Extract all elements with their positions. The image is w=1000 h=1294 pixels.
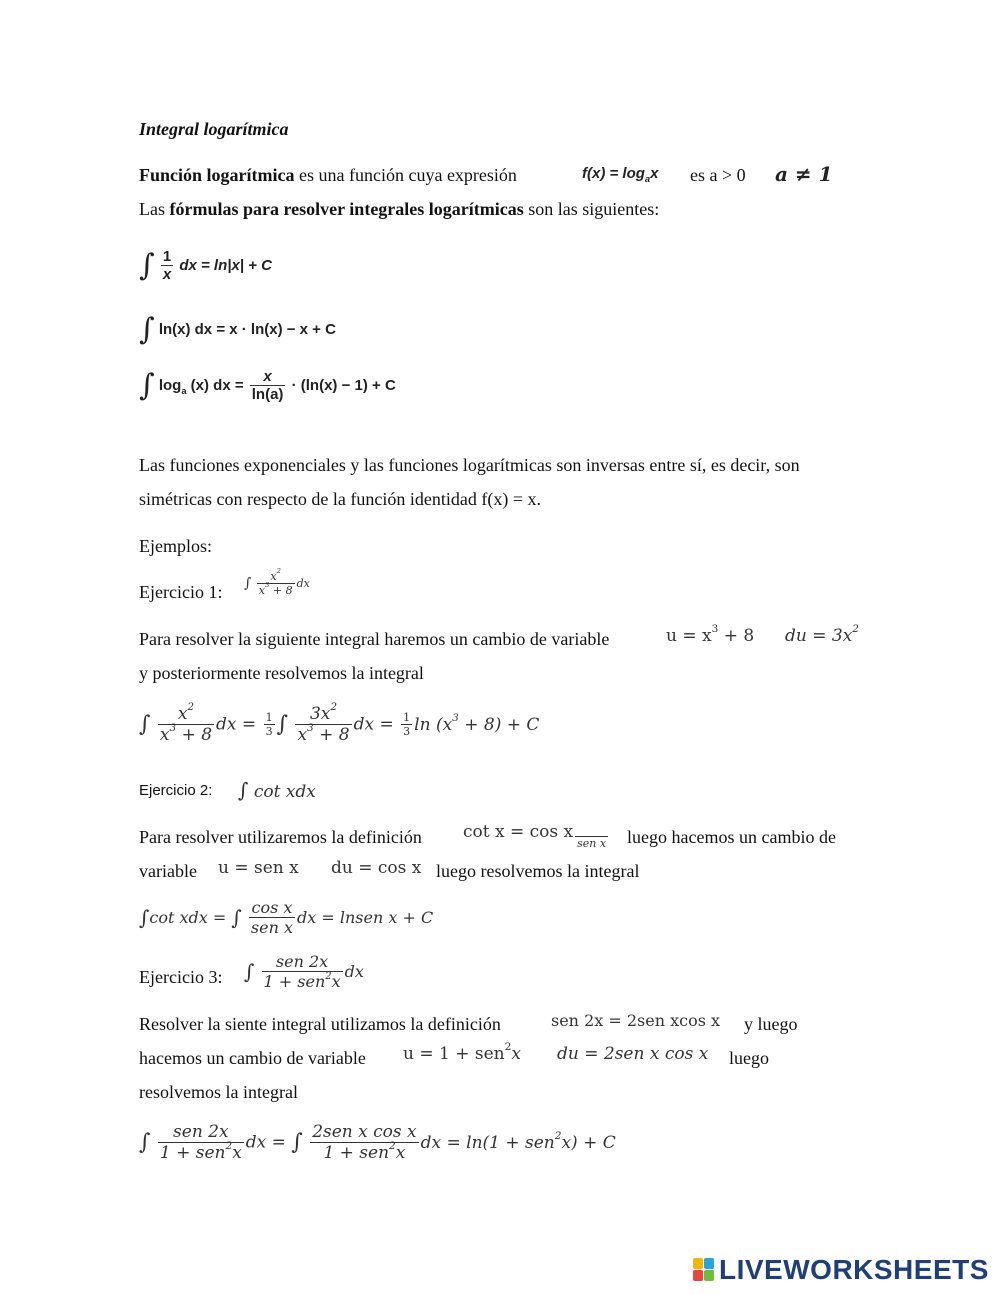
fraction-denominator: $x^3 + 8$ — [258, 581, 293, 597]
result: $\ln (x^3 + 8) + C$ — [414, 711, 540, 735]
exercise-3-text-1: Resolver la siente integral utilizamos la definición — [139, 1014, 501, 1034]
integral-sign: ∫ — [139, 905, 150, 930]
formula-text: f(x) = log — [582, 165, 645, 182]
exercise-1-text-2: y posteriormente resolvemos la integral — [139, 663, 424, 683]
dx: dx — [296, 577, 310, 590]
exercise-3-text-5: resolvemos la integral — [139, 1082, 298, 1102]
fraction: $\frac{\text{sen 2x}}{1 + sen^2x}$ — [263, 952, 341, 991]
fraction-numerator: x — [263, 368, 272, 385]
exercise-3-text-3: hacemos un cambio de variable — [139, 1048, 366, 1068]
integral-sign: ∫ — [244, 959, 255, 984]
integral-sign: ∫ — [238, 778, 249, 802]
integral-sign: ∫ — [139, 312, 155, 347]
exercise-1-text-1: Para resolver la siguiente integral haremos un cambio de variable — [139, 629, 610, 649]
intro-text: es una función cuya expresión — [294, 165, 517, 185]
exercise-3-text-2: y luego — [744, 1014, 798, 1034]
exercise-3-label: Ejercicio 3: — [139, 967, 223, 987]
double-angle-definition: sen 2x = 2sen xcos x — [551, 1011, 721, 1030]
condition-a-not-one: a ≠ 1 — [775, 162, 833, 186]
one-third: $\frac{1}{3}$ — [265, 711, 273, 738]
formula-1 — [139, 248, 272, 283]
integral-sign: ∫ — [231, 905, 242, 930]
formula-3-rest: · (ln(x) − 1) + C — [291, 377, 396, 394]
liveworksheets-logo[interactable] — [693, 1254, 989, 1286]
formulas-intro-pre: Las — [139, 199, 170, 219]
substitution-u: u = sen x — [218, 858, 299, 878]
integral-sign: ∫ — [139, 712, 151, 737]
formula-2 — [139, 312, 336, 347]
intro-bold: Función logarítmica — [139, 165, 295, 185]
exercise-2-text-2: luego hacemos un cambio de — [627, 827, 836, 847]
fraction-numerator: 1 — [162, 248, 172, 265]
integral-sign: ∫ — [244, 575, 252, 592]
intro-line — [139, 164, 517, 186]
fraction-denominator: ln(a) — [251, 386, 284, 403]
fraction: $\frac{\text{2sen x cos x}}{1 + sen^2x}$ — [312, 1122, 417, 1163]
formula-var: x — [650, 165, 659, 182]
formulas-intro-bold: fórmulas para resolver integrales logarítmicas — [169, 199, 524, 219]
exercise-1-solution — [139, 701, 540, 745]
logo-text: LIVEWORKSHEETS — [719, 1254, 989, 1285]
formula-1-rest: dx = ln|x| + C — [179, 257, 272, 274]
fraction — [257, 567, 295, 597]
formula-3-arg: (x) dx = — [190, 377, 244, 394]
exercise-2-text-1: Para resolver utilizaremos la definición — [139, 827, 422, 847]
exercise-2-text-3: variable — [139, 861, 197, 881]
exercise-2-solution: ∫cot xdx = ∫ $\frac{\text{cos x}}{\text{sen x}}$ dx = lnsen x + C — [139, 898, 434, 937]
exercise-2-integral: ∫ cot xdx — [238, 778, 316, 802]
exercise-3-solution: ∫ $\frac{\text{sen 2x}}{1 + sen^2x}$ dx = ∫ $\frac{\text{2sen x cos x}}{1 + sen^2x}$ dx = ln(1 + sen$^2$x) + C — [139, 1122, 616, 1163]
liveworksheets-icon — [693, 1258, 715, 1282]
exercise-3-text-4: luego — [729, 1048, 769, 1068]
substitution-du: du = 2sen x cos x — [557, 1044, 709, 1064]
exercise-1-label: Ejercicio 1: — [139, 582, 223, 602]
fraction-denominator: x — [162, 266, 172, 283]
fraction: $\frac{\text{cos x}}{\text{sen x}}$ — [250, 898, 294, 937]
condition-a-positive: es a > 0 — [690, 165, 746, 185]
exercise-3-integral: ∫ $\frac{\text{sen 2x}}{1 + sen^2x}$ dx — [244, 952, 364, 991]
page-title: Integral logarítmica — [139, 119, 289, 139]
integral-sign: ∫ — [139, 248, 155, 283]
exercise-2-text-4: luego resolvemos la integral — [436, 861, 640, 881]
formula-base: a — [644, 174, 651, 184]
formulas-intro-post: son las siguientes: — [523, 199, 660, 219]
paragraph-line-2: simétricas con respecto de la función identidad f(x) = x. — [139, 489, 542, 509]
exercise-2-label: Ejercicio 2: — [139, 782, 213, 799]
substitution-u: u = 1 + sen$^2$x — [403, 1041, 521, 1064]
paragraph-line-1: Las funciones exponenciales y las funciones logarítmicas son inversas entre sí, es decir, son — [139, 455, 800, 475]
equals: dx = — [216, 714, 257, 735]
fraction: $\frac{3x^2}{x^3 + 8}$ — [297, 701, 350, 745]
one-third: $\frac{1}{3}$ — [403, 711, 411, 738]
fraction-numerator: $x^2$ — [270, 567, 281, 583]
fraction — [250, 368, 286, 403]
fraction — [161, 248, 173, 283]
substitution-u: $u = x^3 + 8$ — [666, 623, 755, 646]
examples-heading: Ejemplos: — [139, 536, 212, 556]
log-text: log — [158, 377, 182, 394]
log-base: a — [181, 386, 187, 396]
substitution-du: du = $3x^2$ — [785, 623, 859, 646]
fraction: $\frac{\text{sen 2x}}{1 + sen^2x}$ — [159, 1122, 242, 1163]
fraction: $\frac{x^2}{x^3 + 8}$ — [159, 701, 213, 745]
integral-sign: ∫ — [291, 1130, 303, 1155]
integral-sign: ∫ — [139, 368, 155, 403]
exercise-1-integral — [244, 567, 310, 597]
cot-definition: cot x = cos x sen x — [463, 822, 607, 850]
logarithm-formula — [582, 165, 658, 182]
substitution-du: du = cos x — [331, 858, 422, 878]
formula-3 — [139, 368, 396, 403]
formulas-intro — [139, 198, 659, 220]
integral-sign: ∫ — [139, 1130, 151, 1155]
equals: dx = — [353, 714, 394, 735]
integral-sign: ∫ — [276, 712, 289, 737]
formula-2-text: ln(x) dx = x · ln(x) − x + C — [158, 321, 336, 338]
